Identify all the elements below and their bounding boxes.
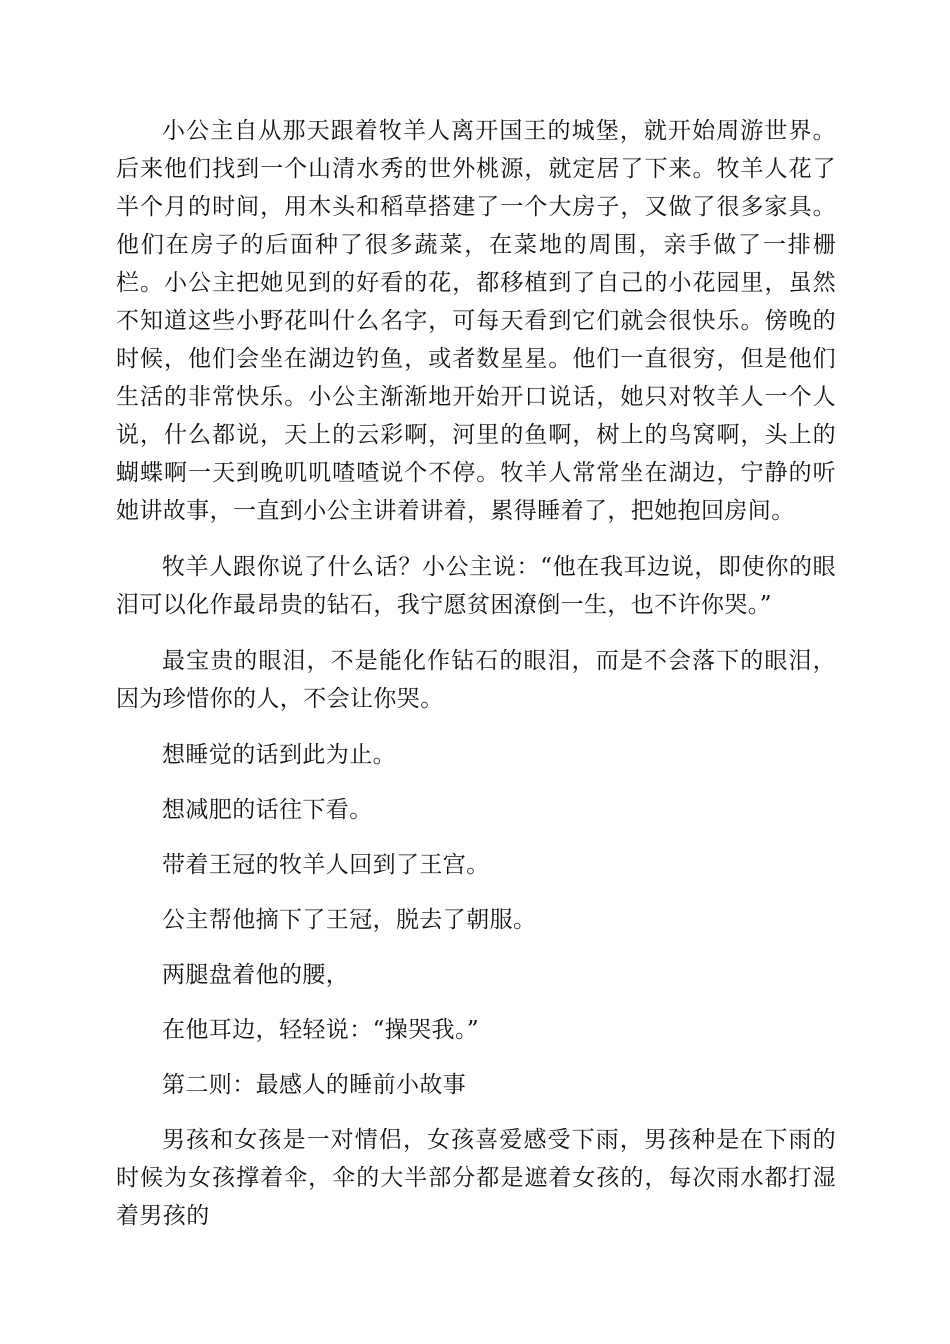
section-heading-second-story: 第二则：最感人的睡前小故事 <box>162 1072 467 1098</box>
document-body <box>116 112 836 1253</box>
paragraph-waist: 两腿盘着他的腰， <box>162 962 350 988</box>
paragraph-crown-return: 带着王冠的牧羊人回到了王宫。 <box>162 852 490 878</box>
paragraph-shepherd-words: 牧羊人跟你说了什么话？小公主说：“他在我耳边说，即使你的眼泪可以化作最昂贵的钻石，我宁愿贫困潦倒一生，也不许你哭。” <box>116 554 836 618</box>
paragraph-story-intro: 小公主自从那天跟着牧羊人离开国王的城堡，就开始周游世界。后来他们找到一个山清水秀的世外桃源，就定居了下来。牧羊人花了半个月的时间，用木头和稻草搭建了一个大房子，又做了很多家具。他们在房子的后面种了很多蔬菜，在菜地的周围，亲手做了一排栅栏。小公主把她见到的好看的花，都移植到了自己的小花园里，虽然不知道这些小野花叫什么名字，可每天看到它们就会很快乐。傍晚的时候，他们会坐在湖边钓鱼，或者数星星。他们一直很穷，但是他们生活的非常快乐。小公主渐渐地开始开口说话，她只对牧羊人一个人说，什么都说，天上的云彩啊，河里的鱼啊，树上的鸟窝啊，头上的蝴蝶啊一天到晚叽叽喳喳说个不停。牧羊人常常坐在湖边，宁静的听她讲故事，一直到小公主讲着讲着，累得睡着了，把她抱回房间。 <box>116 118 836 524</box>
paragraph-diet-continue: 想减肥的话往下看。 <box>162 797 373 823</box>
paragraph-precious-tears: 最宝贵的眼泪，不是能化作钻石的眼泪，而是不会落下的眼泪，因为珍惜你的人，不会让你哭。 <box>116 648 836 712</box>
paragraph-robe-removal: 公主帮他摘下了王冠，脱去了朝服。 <box>162 907 537 933</box>
paragraph-whisper: 在他耳边，轻轻说：“操哭我。” <box>162 1017 480 1043</box>
paragraph-sleep-stop: 想睡觉的话到此为止。 <box>162 742 396 768</box>
paragraph-second-story-start: 男孩和女孩是一对情侣，女孩喜爱感受下雨，男孩种是在下雨的时候为女孩撑着伞，伞的大半部分都是遮着女孩的，每次雨水都打湿着男孩的 <box>116 1127 836 1229</box>
